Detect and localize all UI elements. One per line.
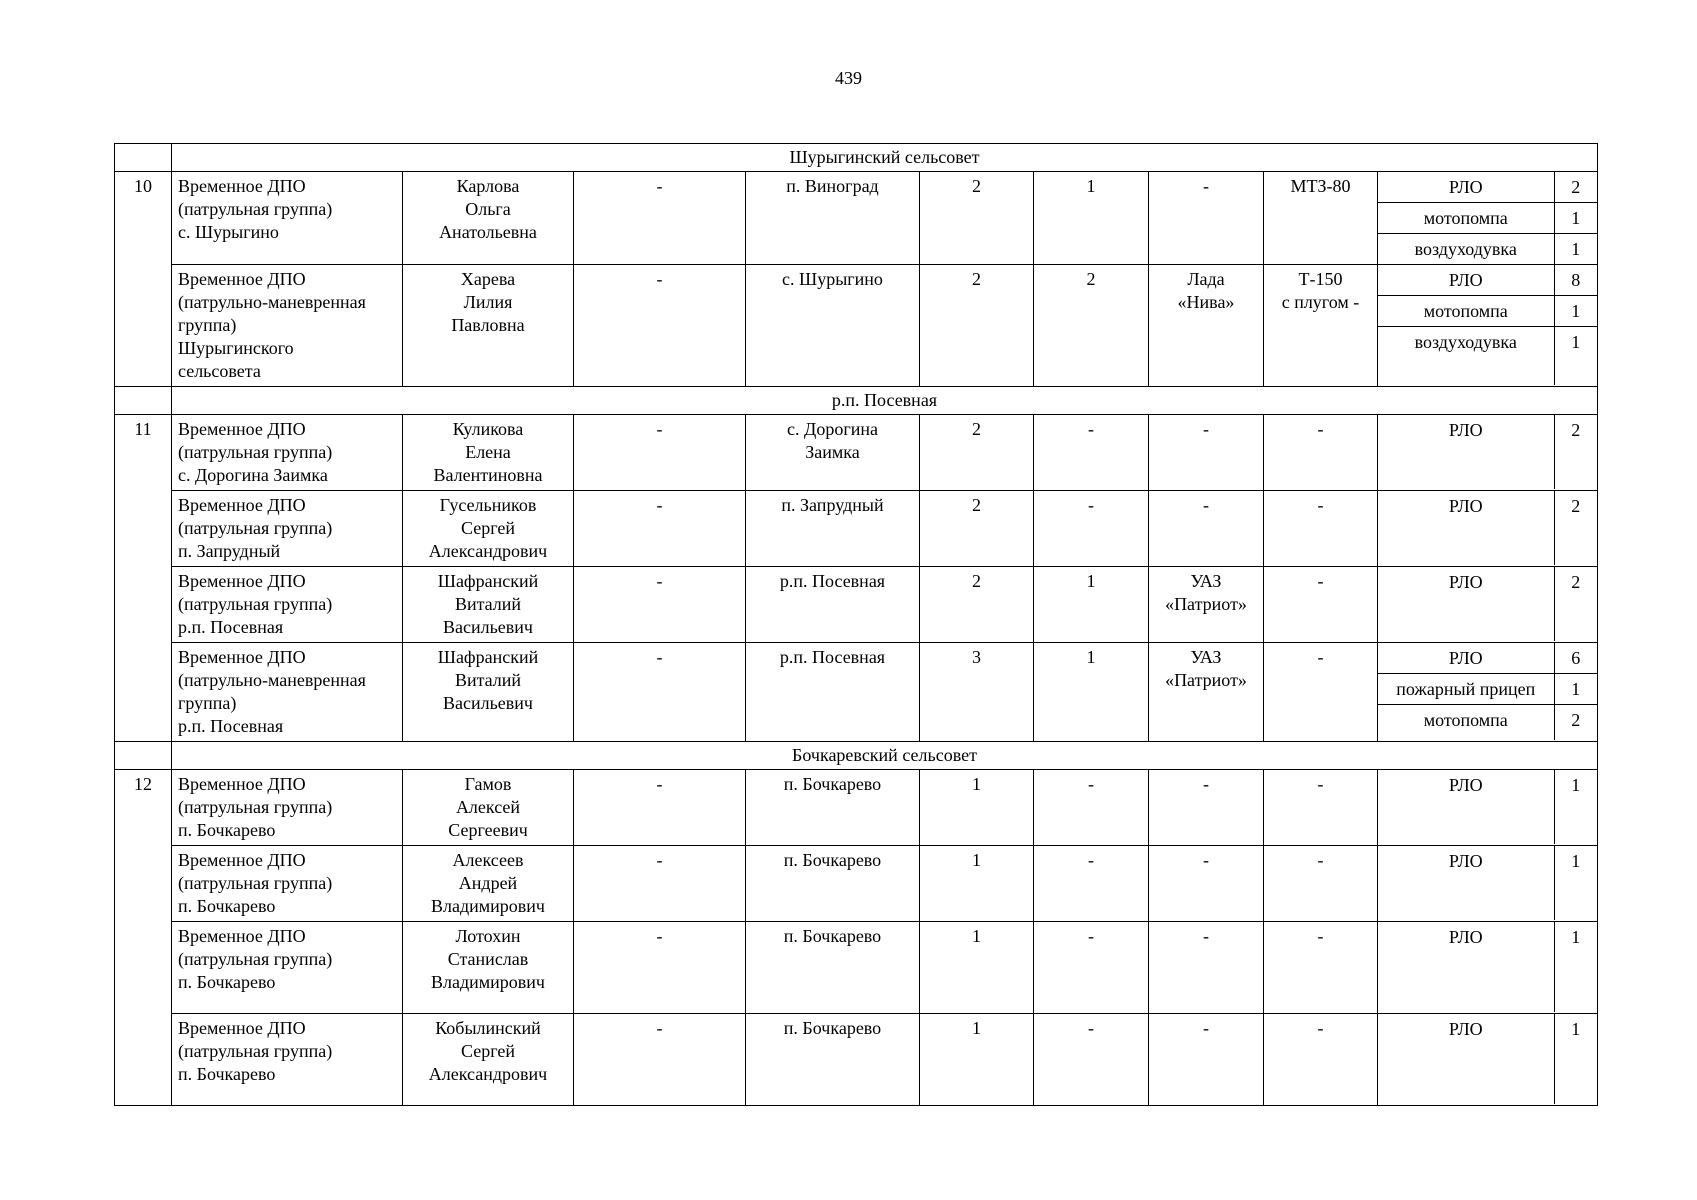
vehicle [1149,567,1264,643]
text-line: - [1203,1018,1209,1038]
location [746,770,920,846]
equipment-item [1378,1014,1597,1104]
text-line: - [1317,926,1324,946]
vehicle [1149,922,1264,1014]
equipment-item [1378,674,1597,705]
equipment-name: РЛО [1378,172,1554,203]
section-blank-cell [115,742,172,770]
equipment-list [1378,491,1597,565]
equipment-qty: 1 [1554,846,1597,920]
location [746,1014,920,1106]
text-line: Андрей [458,873,518,893]
unit-name [172,846,403,922]
table-row [115,172,1598,265]
text-line: Владимирович [431,972,545,992]
unit-head [403,922,574,1014]
equipment-item [1378,415,1597,489]
shift-count: 1 [1034,643,1149,742]
text-line: Карлова [456,176,520,196]
text-line: р.п. Посевная [779,647,886,667]
unit-head [403,643,574,742]
text-line: Временное ДПО [178,176,306,196]
column-3-value: - [574,265,746,387]
staff-count: 2 [920,265,1034,387]
text-line: УАЗ [1190,571,1222,591]
equipment-qty: 1 [1554,234,1597,265]
table-row [115,415,1598,491]
equipment-item [1378,922,1597,1012]
text-line: - [1317,1018,1324,1038]
table-row [115,922,1598,1014]
vehicle [1149,770,1264,846]
staff-count: 1 [920,770,1034,846]
page-number: 439 [835,68,862,88]
text-line: п. Бочкарево [783,774,882,794]
equipment-list [1378,172,1597,264]
unit-name [172,1014,403,1106]
text-line: р.п. Посевная [178,716,284,736]
text-line: Сергей [461,518,515,538]
text-line: Владимирович [431,896,545,916]
column-3-value: - [574,491,746,567]
text-line: с. Шурыгино [178,222,279,242]
text-line: «Патриот» [1165,594,1247,614]
equipment-qty: 1 [1554,327,1597,386]
equipment-item [1378,705,1597,741]
text-line: Временное ДПО [178,419,306,439]
unit-head [403,415,574,491]
location [746,415,920,491]
column-3-value: - [574,1014,746,1106]
text-line: Васильевич [443,617,533,637]
text-line: Лилия [463,292,513,312]
unit-name [172,770,403,846]
column-3-value: - [574,172,746,265]
text-line: группа) [178,693,237,713]
equipment-item [1378,643,1597,674]
unit-head [403,491,574,567]
row-number: 11 [115,415,172,742]
unit-name [172,922,403,1014]
equipment-list [1378,1014,1597,1104]
location [746,172,920,265]
text-line: Алексеев [452,850,524,870]
table-row [115,643,1598,742]
text-line: (патрульная группа) [178,949,333,969]
text-line: «Нива» [1177,292,1235,312]
shift-count: - [1034,922,1149,1014]
column-3-value: - [574,643,746,742]
text-line: - [1317,850,1324,870]
shift-count: - [1034,1014,1149,1106]
column-3-value: - [574,770,746,846]
text-line: (патрульная группа) [178,518,333,538]
technique [1264,922,1378,1014]
staff-count: 1 [920,1014,1034,1106]
vehicle [1149,265,1264,387]
unit-head [403,846,574,922]
text-line: группа) [178,315,237,335]
equipment-name: воздуходувка [1414,332,1517,352]
staff-count: 2 [920,415,1034,491]
text-line: Временное ДПО [178,926,306,946]
text-line: с. Шурыгино [782,269,883,289]
column-3-value: - [574,846,746,922]
unit-head [403,172,574,265]
text-line: п. Бочкарево [178,972,276,992]
equipment-qty: 6 [1554,643,1597,674]
text-line: Анатольевна [439,222,537,242]
text-line: п. Бочкарево [178,896,276,916]
equipment-name: РЛО [1448,775,1483,795]
text-line: с. Дорогина [787,419,878,439]
location [746,567,920,643]
column-3-value: - [574,415,746,491]
text-line: Т-150 [1298,269,1343,289]
text-line: п. Запрудный [781,495,884,515]
text-line: (патрульная группа) [178,873,333,893]
equipment-name: мотопомпа [1378,203,1554,234]
staff-count: 2 [920,567,1034,643]
equipment-qty: 1 [1554,296,1597,327]
unit-name [172,643,403,742]
equipment-item [1378,296,1597,327]
technique [1264,491,1378,567]
equipment-list [1378,922,1597,1012]
text-line: Валентиновна [433,465,543,485]
text-line: Гамов [464,774,512,794]
row-number: 10 [115,172,172,387]
shift-count: 1 [1034,567,1149,643]
equipment-item [1378,265,1597,296]
equipment-name: мотопомпа [1423,710,1508,730]
text-line: «Патриот» [1165,670,1247,690]
text-line: р.п. Посевная [178,617,284,637]
shift-count: - [1034,415,1149,491]
equipment-item [1378,327,1597,386]
staff-count: 3 [920,643,1034,742]
text-line: Александрович [428,541,548,561]
text-line: п. Бочкарево [783,1018,882,1038]
column-3-value: - [574,922,746,1014]
equipment-list [1378,415,1597,489]
text-line: Лада [1187,269,1225,289]
text-line: п. Бочкарево [783,850,882,870]
text-line: (патрульная группа) [178,442,333,462]
equipment-cell [1378,643,1598,742]
text-line: Сергей [461,1041,515,1061]
vehicle [1149,643,1264,742]
text-line: Временное ДПО [178,1018,306,1038]
equipment-item [1378,567,1597,641]
technique [1264,172,1378,265]
technique [1264,643,1378,742]
text-line: Временное ДПО [178,850,306,870]
equipment-cell [1378,770,1598,846]
shift-count: 2 [1034,265,1149,387]
section-header-row [115,144,1598,172]
text-line: Лотохин [455,926,521,946]
equipment-item [1378,203,1597,234]
table-row [115,1014,1598,1106]
text-line: сельсовета [178,361,261,381]
equipment-name: РЛО [1378,643,1554,674]
technique [1264,567,1378,643]
table-row [115,846,1598,922]
vehicle [1149,491,1264,567]
equipment-qty: 1 [1554,674,1597,705]
text-line: п. Запрудный [178,541,281,561]
text-line: Елена [465,442,511,462]
text-line: Виталий [454,670,522,690]
equipment-item [1378,234,1597,265]
text-line: Гусельников [439,495,537,515]
equipment-name: РЛО [1448,572,1483,592]
equipment-qty: 2 [1554,491,1597,565]
table-row [115,265,1598,387]
location [746,491,920,567]
equipment-qty: 1 [1554,203,1597,234]
technique [1264,846,1378,922]
technique [1264,415,1378,491]
equipment-qty: 2 [1554,415,1597,489]
equipment-cell [1378,172,1598,265]
text-line: МТЗ-80 [1290,176,1351,196]
equipment-item [1378,491,1597,565]
text-line: (патрульная группа) [178,797,333,817]
location [746,265,920,387]
unit-name [172,265,403,387]
text-line: р.п. Посевная [779,571,886,591]
text-line: - [1203,774,1209,794]
staff-count: 2 [920,491,1034,567]
equipment-name: РЛО [1448,1019,1483,1039]
equipment-qty: 2 [1554,567,1597,641]
equipment-cell [1378,415,1598,491]
text-line: (патрульная группа) [178,199,333,219]
vehicle [1149,415,1264,491]
equipment-cell [1378,922,1598,1014]
location [746,922,920,1014]
equipment-item [1378,846,1597,920]
equipment-list [1378,567,1597,641]
text-line: - [1317,419,1324,439]
equipment-list [1378,846,1597,920]
section-blank-cell [115,144,172,172]
text-line: УАЗ [1190,647,1222,667]
text-line: - [1203,850,1209,870]
text-line: - [1203,495,1209,515]
equipment-qty: 1 [1554,1014,1597,1104]
text-line: п. Виноград [786,176,879,196]
location [746,643,920,742]
vehicle [1149,846,1264,922]
staff-count: 2 [920,172,1034,265]
text-line: (патрульно-маневренная [178,670,366,690]
text-line: - [1203,176,1209,196]
text-line: (патрульно-маневренная [178,292,366,312]
equipment-list [1378,643,1597,740]
unit-head [403,770,574,846]
text-line: Временное ДПО [178,495,306,515]
text-line: Харева [460,269,516,289]
equipment-name: РЛО [1378,265,1554,296]
table-row [115,770,1598,846]
unit-name [172,491,403,567]
unit-head [403,265,574,387]
text-line: - [1317,495,1324,515]
text-line: Шурыгинского [178,338,294,358]
text-line: (патрульная группа) [178,1041,333,1061]
equipment-name: РЛО [1448,851,1483,871]
unit-name [172,567,403,643]
equipment-list [1378,265,1597,385]
equipment-cell [1378,567,1598,643]
text-line: Виталий [454,594,522,614]
text-line: Алексей [455,797,521,817]
text-line: с. Дорогина Заимка [178,465,328,485]
section-title: Шурыгинский сельсовет [172,144,1598,172]
text-line: Сергеевич [448,820,528,840]
section-header-row [115,387,1598,415]
unit-head [403,567,574,643]
technique [1264,265,1378,387]
text-line: - [1317,647,1324,667]
unit-head [403,1014,574,1106]
table-row [115,567,1598,643]
section-title: р.п. Посевная [172,387,1598,415]
column-3-value: - [574,567,746,643]
unit-name [172,172,403,265]
text-line: Станислав [447,949,529,969]
text-line: с плугом - [1281,292,1360,312]
text-line: п. Бочкарево [178,1064,276,1084]
equipment-name: РЛО [1448,420,1483,440]
staff-count: 1 [920,846,1034,922]
text-line: Кобылинский [435,1018,541,1038]
equipment-name: РЛО [1448,496,1483,516]
section-header-row [115,742,1598,770]
row-number: 12 [115,770,172,1106]
shift-count: - [1034,846,1149,922]
equipment-qty: 1 [1554,770,1597,844]
text-line: Куликова [452,419,524,439]
equipment-qty: 2 [1554,172,1597,203]
fire-units-table [114,143,1598,1106]
text-line: Шафранский [437,647,539,667]
text-line: Временное ДПО [178,269,306,289]
shift-count: 1 [1034,172,1149,265]
equipment-name: мотопомпа [1378,296,1554,327]
equipment-qty: 2 [1554,705,1597,741]
text-line: (патрульная группа) [178,594,333,614]
text-line: Павловна [451,315,525,335]
equipment-item [1378,172,1597,203]
technique [1264,770,1378,846]
text-line: Шафранский [437,571,539,591]
text-line: - [1203,419,1209,439]
text-line: Заимка [805,442,860,462]
table-row [115,491,1598,567]
text-line: - [1317,774,1324,794]
vehicle [1149,1014,1264,1106]
text-line: Временное ДПО [178,647,306,667]
staff-count: 1 [920,922,1034,1014]
equipment-name: РЛО [1448,927,1483,947]
equipment-cell [1378,265,1598,387]
equipment-list [1378,770,1597,844]
equipment-cell [1378,491,1598,567]
equipment-item [1378,770,1597,844]
equipment-cell [1378,846,1598,922]
section-title: Бочкаревский сельсовет [172,742,1598,770]
equipment-cell [1378,1014,1598,1106]
text-line: Васильевич [443,693,533,713]
text-line: - [1203,926,1209,946]
section-blank-cell [115,387,172,415]
text-line: п. Бочкарево [783,926,882,946]
equipment-name: пожарный прицеп [1378,674,1554,705]
location [746,846,920,922]
text-line: Александрович [428,1064,548,1084]
equipment-name: воздуходувка [1414,239,1517,259]
text-line: - [1317,571,1324,591]
equipment-qty: 1 [1554,922,1597,1012]
technique [1264,1014,1378,1106]
shift-count: - [1034,770,1149,846]
text-line: Ольга [465,199,511,219]
unit-name [172,415,403,491]
shift-count: - [1034,491,1149,567]
text-line: Временное ДПО [178,774,306,794]
vehicle [1149,172,1264,265]
text-line: п. Бочкарево [178,820,276,840]
text-line: Временное ДПО [178,571,306,591]
equipment-qty: 8 [1554,265,1597,296]
